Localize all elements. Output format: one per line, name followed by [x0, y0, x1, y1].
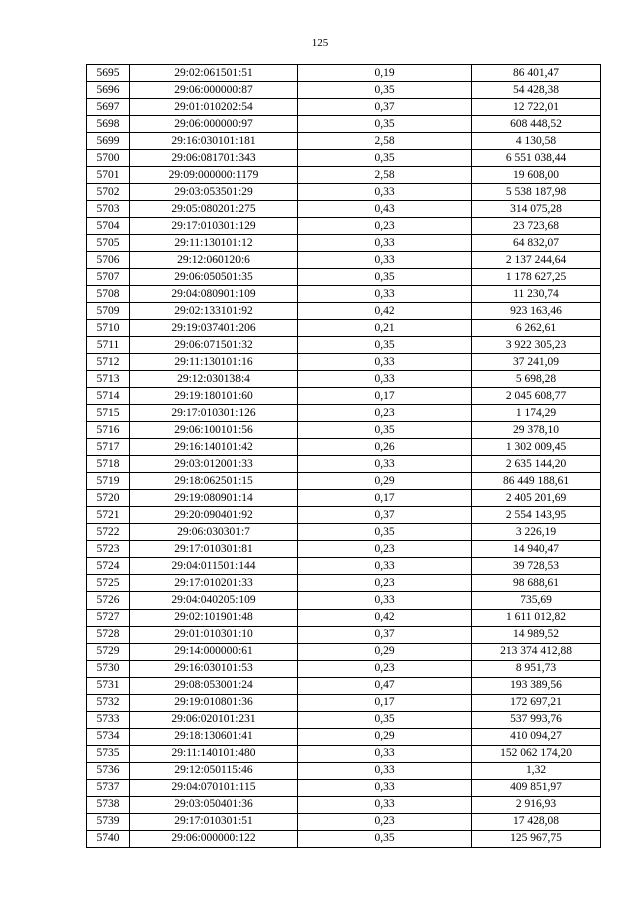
- row-number-cell: 5721: [87, 507, 130, 524]
- cadastral-number-cell: 29:05:080201:275: [130, 201, 298, 218]
- cadastral-number-cell: 29:17:010201:33: [130, 575, 298, 592]
- table-row: [87, 490, 601, 507]
- coefficient-cell: 0,42: [298, 609, 472, 626]
- coefficient-cell: 0,33: [298, 354, 472, 371]
- table-row: [87, 422, 601, 439]
- row-number-cell: 5732: [87, 694, 130, 711]
- value-cell: 54 428,38: [472, 82, 601, 99]
- coefficient-cell: 0,37: [298, 626, 472, 643]
- coefficient-cell: 0,35: [298, 116, 472, 133]
- table-row: [87, 575, 601, 592]
- cadastral-number-cell: 29:04:011501:144: [130, 558, 298, 575]
- coefficient-cell: 0,33: [298, 745, 472, 762]
- row-number-cell: 5697: [87, 99, 130, 116]
- table-row: [87, 116, 601, 133]
- row-number-cell: 5706: [87, 252, 130, 269]
- row-number-cell: 5713: [87, 371, 130, 388]
- coefficient-cell: 0,23: [298, 218, 472, 235]
- cadastral-number-cell: 29:04:080901:109: [130, 286, 298, 303]
- row-number-cell: 5722: [87, 524, 130, 541]
- coefficient-cell: 2,58: [298, 133, 472, 150]
- row-number-cell: 5710: [87, 320, 130, 337]
- row-number-cell: 5717: [87, 439, 130, 456]
- table-row: [87, 779, 601, 796]
- table-body: [87, 65, 601, 848]
- table-row: [87, 439, 601, 456]
- value-cell: 3 922 305,23: [472, 337, 601, 354]
- coefficient-cell: 0,19: [298, 65, 472, 82]
- cadastral-number-cell: 29:04:040205:109: [130, 592, 298, 609]
- coefficient-cell: 0,37: [298, 99, 472, 116]
- row-number-cell: 5729: [87, 643, 130, 660]
- row-number-cell: 5704: [87, 218, 130, 235]
- cadastral-number-cell: 29:20:090401:92: [130, 507, 298, 524]
- value-cell: 23 723,68: [472, 218, 601, 235]
- cadastral-number-cell: 29:11:130101:12: [130, 235, 298, 252]
- table-row: [87, 456, 601, 473]
- row-number-cell: 5714: [87, 388, 130, 405]
- cadastral-number-cell: 29:17:010301:51: [130, 813, 298, 830]
- value-cell: 17 428,08: [472, 813, 601, 830]
- coefficient-cell: 0,35: [298, 82, 472, 99]
- cadastral-number-cell: 29:02:133101:92: [130, 303, 298, 320]
- table-row: [87, 235, 601, 252]
- table-row: [87, 745, 601, 762]
- cadastral-number-cell: 29:01:010202:54: [130, 99, 298, 116]
- value-cell: 213 374 412,88: [472, 643, 601, 660]
- value-cell: 172 697,21: [472, 694, 601, 711]
- row-number-cell: 5715: [87, 405, 130, 422]
- table-row: [87, 711, 601, 728]
- cadastral-number-cell: 29:16:030101:53: [130, 660, 298, 677]
- coefficient-cell: 0,35: [298, 337, 472, 354]
- value-cell: 86 401,47: [472, 65, 601, 82]
- value-cell: 2 635 144,20: [472, 456, 601, 473]
- table-row: [87, 167, 601, 184]
- cadastral-number-cell: 29:06:081701:343: [130, 150, 298, 167]
- coefficient-cell: 0,23: [298, 541, 472, 558]
- value-cell: 735,69: [472, 592, 601, 609]
- table-row: [87, 609, 601, 626]
- row-number-cell: 5740: [87, 830, 130, 847]
- row-number-cell: 5695: [87, 65, 130, 82]
- coefficient-cell: 0,43: [298, 201, 472, 218]
- cadastral-number-cell: 29:09:000000:1179: [130, 167, 298, 184]
- coefficient-cell: 0,33: [298, 762, 472, 779]
- value-cell: 409 851,97: [472, 779, 601, 796]
- cadastral-number-cell: 29:04:070101:115: [130, 779, 298, 796]
- row-number-cell: 5707: [87, 269, 130, 286]
- row-number-cell: 5708: [87, 286, 130, 303]
- table-row: [87, 303, 601, 320]
- table-row: [87, 762, 601, 779]
- table-row: [87, 371, 601, 388]
- coefficient-cell: 0,29: [298, 473, 472, 490]
- value-cell: 1 611 012,82: [472, 609, 601, 626]
- cadastral-number-cell: 29:11:130101:16: [130, 354, 298, 371]
- row-number-cell: 5718: [87, 456, 130, 473]
- row-number-cell: 5726: [87, 592, 130, 609]
- table-row: [87, 320, 601, 337]
- value-cell: 2 916,93: [472, 796, 601, 813]
- table-row: [87, 184, 601, 201]
- table-row: [87, 201, 601, 218]
- value-cell: 64 832,07: [472, 235, 601, 252]
- cadastral-number-cell: 29:19:010801:36: [130, 694, 298, 711]
- table-row: [87, 473, 601, 490]
- row-number-cell: 5734: [87, 728, 130, 745]
- value-cell: 152 062 174,20: [472, 745, 601, 762]
- value-cell: 6 551 038,44: [472, 150, 601, 167]
- value-cell: 1 302 009,45: [472, 439, 601, 456]
- row-number-cell: 5699: [87, 133, 130, 150]
- coefficient-cell: 0,35: [298, 830, 472, 847]
- row-number-cell: 5737: [87, 779, 130, 796]
- row-number-cell: 5723: [87, 541, 130, 558]
- table-row: [87, 337, 601, 354]
- value-cell: 37 241,09: [472, 354, 601, 371]
- coefficient-cell: 0,33: [298, 184, 472, 201]
- table-row: [87, 524, 601, 541]
- value-cell: 1,32: [472, 762, 601, 779]
- row-number-cell: 5731: [87, 677, 130, 694]
- cadastral-number-cell: 29:08:053001:24: [130, 677, 298, 694]
- table-row: [87, 694, 601, 711]
- coefficient-cell: 0,33: [298, 779, 472, 796]
- coefficient-cell: 0,35: [298, 269, 472, 286]
- value-cell: 12 722,01: [472, 99, 601, 116]
- cadastral-number-cell: 29:03:050401:36: [130, 796, 298, 813]
- cadastral-number-cell: 29:06:030301:7: [130, 524, 298, 541]
- row-number-cell: 5696: [87, 82, 130, 99]
- coefficient-cell: 0,33: [298, 286, 472, 303]
- coefficient-cell: 0,23: [298, 660, 472, 677]
- cadastral-number-cell: 29:17:010301:126: [130, 405, 298, 422]
- value-cell: 1 178 627,25: [472, 269, 601, 286]
- cadastral-number-cell: 29:02:101901:48: [130, 609, 298, 626]
- value-cell: 4 130,58: [472, 133, 601, 150]
- value-cell: 2 045 608,77: [472, 388, 601, 405]
- coefficient-cell: 0,26: [298, 439, 472, 456]
- coefficient-cell: 0,33: [298, 558, 472, 575]
- coefficient-cell: 0,23: [298, 575, 472, 592]
- coefficient-cell: 0,33: [298, 371, 472, 388]
- value-cell: 923 163,46: [472, 303, 601, 320]
- row-number-cell: 5727: [87, 609, 130, 626]
- value-cell: 14 940,47: [472, 541, 601, 558]
- row-number-cell: 5739: [87, 813, 130, 830]
- coefficient-cell: 0,35: [298, 711, 472, 728]
- cadastral-number-cell: 29:11:140101:480: [130, 745, 298, 762]
- row-number-cell: 5724: [87, 558, 130, 575]
- row-number-cell: 5701: [87, 167, 130, 184]
- cadastral-number-cell: 29:06:100101:56: [130, 422, 298, 439]
- coefficient-cell: 0,17: [298, 490, 472, 507]
- table-row: [87, 269, 601, 286]
- value-cell: 19 608,00: [472, 167, 601, 184]
- table-row: [87, 796, 601, 813]
- cadastral-number-cell: 29:06:071501:32: [130, 337, 298, 354]
- value-cell: 537 993,76: [472, 711, 601, 728]
- value-cell: 11 230,74: [472, 286, 601, 303]
- table-row: [87, 133, 601, 150]
- table-row: [87, 626, 601, 643]
- cadastral-number-cell: 29:16:030101:181: [130, 133, 298, 150]
- table-row: [87, 150, 601, 167]
- table-row: [87, 813, 601, 830]
- cadastral-number-cell: 29:12:060120:6: [130, 252, 298, 269]
- value-cell: 608 448,52: [472, 116, 601, 133]
- coefficient-cell: 0,17: [298, 388, 472, 405]
- row-number-cell: 5720: [87, 490, 130, 507]
- table-row: [87, 830, 601, 847]
- value-cell: 125 967,75: [472, 830, 601, 847]
- coefficient-cell: 0,21: [298, 320, 472, 337]
- cadastral-number-cell: 29:16:140101:42: [130, 439, 298, 456]
- row-number-cell: 5698: [87, 116, 130, 133]
- cadastral-number-cell: 29:06:000000:87: [130, 82, 298, 99]
- table-row: [87, 541, 601, 558]
- coefficient-cell: 0,35: [298, 150, 472, 167]
- coefficient-cell: 0,35: [298, 524, 472, 541]
- row-number-cell: 5736: [87, 762, 130, 779]
- table-row: [87, 252, 601, 269]
- coefficient-cell: 0,33: [298, 252, 472, 269]
- cadastral-number-cell: 29:06:000000:122: [130, 830, 298, 847]
- value-cell: 5 538 187,98: [472, 184, 601, 201]
- cadastral-number-cell: 29:19:180101:60: [130, 388, 298, 405]
- cadastral-number-cell: 29:12:030138:4: [130, 371, 298, 388]
- table-row: [87, 592, 601, 609]
- table-row: [87, 677, 601, 694]
- row-number-cell: 5735: [87, 745, 130, 762]
- cadastral-number-cell: 29:17:010301:81: [130, 541, 298, 558]
- value-cell: 39 728,53: [472, 558, 601, 575]
- coefficient-cell: 2,58: [298, 167, 472, 184]
- coefficient-cell: 0,33: [298, 592, 472, 609]
- row-number-cell: 5728: [87, 626, 130, 643]
- cadastral-number-cell: 29:01:010301:10: [130, 626, 298, 643]
- row-number-cell: 5709: [87, 303, 130, 320]
- cadastral-number-cell: 29:19:037401:206: [130, 320, 298, 337]
- value-cell: 6 262,61: [472, 320, 601, 337]
- row-number-cell: 5716: [87, 422, 130, 439]
- cadastral-number-cell: 29:03:012001:33: [130, 456, 298, 473]
- coefficient-cell: 0,37: [298, 507, 472, 524]
- row-number-cell: 5711: [87, 337, 130, 354]
- row-number-cell: 5725: [87, 575, 130, 592]
- table-row: [87, 388, 601, 405]
- cadastral-number-cell: 29:19:080901:14: [130, 490, 298, 507]
- value-cell: 29 378,10: [472, 422, 601, 439]
- table-row: [87, 286, 601, 303]
- value-cell: 2 554 143,95: [472, 507, 601, 524]
- value-cell: 2 137 244,64: [472, 252, 601, 269]
- value-cell: 14 989,52: [472, 626, 601, 643]
- value-cell: 3 226,19: [472, 524, 601, 541]
- coefficient-cell: 0,33: [298, 235, 472, 252]
- coefficient-cell: 0,23: [298, 813, 472, 830]
- coefficient-cell: 0,17: [298, 694, 472, 711]
- cadastral-number-cell: 29:18:062501:15: [130, 473, 298, 490]
- coefficient-cell: 0,35: [298, 422, 472, 439]
- value-cell: 86 449 188,61: [472, 473, 601, 490]
- table-row: [87, 507, 601, 524]
- row-number-cell: 5738: [87, 796, 130, 813]
- value-cell: 1 174,29: [472, 405, 601, 422]
- cadastral-number-cell: 29:02:061501:51: [130, 65, 298, 82]
- value-cell: 5 698,28: [472, 371, 601, 388]
- row-number-cell: 5703: [87, 201, 130, 218]
- row-number-cell: 5712: [87, 354, 130, 371]
- cadastral-number-cell: 29:18:130601:41: [130, 728, 298, 745]
- cadastral-number-cell: 29:12:050115:46: [130, 762, 298, 779]
- table-row: [87, 405, 601, 422]
- table-row: [87, 660, 601, 677]
- row-number-cell: 5730: [87, 660, 130, 677]
- page-number: 125: [311, 37, 329, 49]
- coefficient-cell: 0,23: [298, 405, 472, 422]
- cadastral-number-cell: 29:17:010301:129: [130, 218, 298, 235]
- table-row: [87, 82, 601, 99]
- row-number-cell: 5705: [87, 235, 130, 252]
- cadastral-number-cell: 29:06:000000:97: [130, 116, 298, 133]
- table-row: [87, 218, 601, 235]
- table-row: [87, 65, 601, 82]
- value-cell: 314 075,28: [472, 201, 601, 218]
- coefficient-cell: 0,33: [298, 456, 472, 473]
- value-cell: 98 688,61: [472, 575, 601, 592]
- row-number-cell: 5700: [87, 150, 130, 167]
- table-row: [87, 99, 601, 116]
- coefficient-cell: 0,47: [298, 677, 472, 694]
- coefficient-cell: 0,42: [298, 303, 472, 320]
- value-cell: 410 094,27: [472, 728, 601, 745]
- cadastral-number-cell: 29:03:053501:29: [130, 184, 298, 201]
- row-number-cell: 5733: [87, 711, 130, 728]
- coefficient-cell: 0,29: [298, 643, 472, 660]
- table-row: [87, 354, 601, 371]
- value-cell: 2 405 201,69: [472, 490, 601, 507]
- cadastral-number-cell: 29:06:020101:231: [130, 711, 298, 728]
- coefficient-cell: 0,29: [298, 728, 472, 745]
- cadastral-number-cell: 29:06:050501:35: [130, 269, 298, 286]
- value-cell: 8 951,73: [472, 660, 601, 677]
- value-cell: 193 389,56: [472, 677, 601, 694]
- coefficient-cell: 0,33: [298, 796, 472, 813]
- row-number-cell: 5719: [87, 473, 130, 490]
- data-table: [86, 64, 601, 848]
- table-row: [87, 643, 601, 660]
- table-row: [87, 558, 601, 575]
- table-row: [87, 728, 601, 745]
- row-number-cell: 5702: [87, 184, 130, 201]
- cadastral-number-cell: 29:14:000000:61: [130, 643, 298, 660]
